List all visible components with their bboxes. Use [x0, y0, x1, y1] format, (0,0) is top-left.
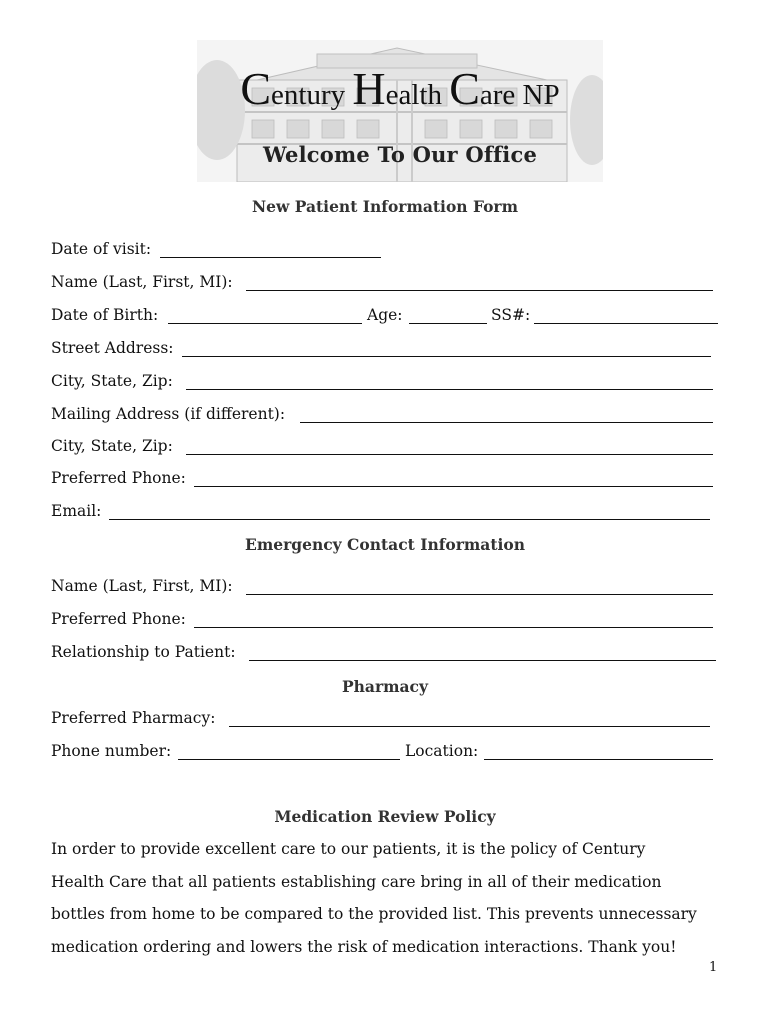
city2-row — [51, 437, 173, 455]
ec-phone-label: Preferred Phone: — [51, 610, 186, 628]
ec-phone-field[interactable] — [194, 627, 713, 628]
phone-field[interactable] — [194, 486, 713, 487]
pharmacy-phone-label: Phone number: — [51, 742, 172, 760]
brand-word-are-np: are NP — [479, 79, 560, 111]
emergency-heading: Emergency Contact Information — [245, 535, 525, 554]
pharmacy-phone-row — [51, 742, 171, 760]
age-field[interactable] — [409, 323, 487, 324]
city1-label: City, State, Zip: — [51, 372, 173, 390]
age-row — [367, 306, 403, 324]
brand-word-ealth: ealth — [385, 79, 450, 111]
ec-name-field[interactable] — [246, 594, 713, 595]
city2-field[interactable] — [186, 454, 713, 455]
ec-name-row — [51, 577, 233, 595]
pharmacy-location-label: Location: — [405, 742, 479, 760]
city1-row — [51, 372, 173, 390]
name-row — [51, 273, 233, 291]
pharmacy-heading: Pharmacy — [341, 677, 429, 696]
name-label: Name (Last, First, MI): — [51, 273, 233, 291]
pharmacy-row — [51, 709, 215, 727]
email-row — [51, 502, 101, 520]
city1-field[interactable] — [186, 389, 713, 390]
ec-relationship-row — [51, 643, 236, 661]
street-row — [51, 339, 174, 357]
name-field[interactable] — [246, 290, 713, 291]
brand-word-entury: entury — [271, 79, 353, 111]
policy-paragraph — [51, 833, 731, 964]
mailing-row — [51, 405, 285, 423]
phone-row — [51, 469, 186, 487]
date-of-visit-label: Date of visit: — [51, 240, 152, 258]
brand-letter-h: H — [352, 63, 386, 114]
policy-line-4: medication ordering and lowers the risk of medication interactions. Thank you! — [51, 938, 677, 957]
dob-row — [51, 306, 158, 324]
policy-line-2: Health Care that all patients establishing care bring in all of their medication — [51, 872, 662, 891]
ec-phone-row — [51, 610, 186, 628]
pharmacy-label: Preferred Pharmacy: — [51, 709, 216, 727]
mailing-field[interactable] — [300, 422, 713, 423]
email-field[interactable] — [109, 519, 710, 520]
header-banner — [197, 40, 603, 182]
pharmacy-location-field[interactable] — [484, 759, 713, 760]
brand-title — [197, 62, 603, 115]
brand-letter-c: C — [240, 63, 272, 114]
city2-label: City, State, Zip: — [51, 437, 173, 455]
ec-name-label: Name (Last, First, MI): — [51, 577, 233, 595]
pharmacy-location-row — [405, 742, 478, 760]
email-label: Email: — [51, 502, 102, 520]
date-of-visit-field[interactable] — [160, 257, 381, 258]
ssn-field[interactable] — [534, 323, 718, 324]
ssn-row — [491, 306, 530, 324]
page-number: 1 — [709, 960, 718, 975]
age-label: Age: — [367, 306, 403, 324]
ssn-label: SS#: — [491, 306, 531, 324]
street-field[interactable] — [182, 356, 711, 357]
street-label: Street Address: — [51, 339, 174, 357]
phone-label: Preferred Phone: — [51, 469, 186, 487]
pharmacy-field[interactable] — [229, 726, 710, 727]
brand-letter-c2: C — [449, 63, 480, 114]
ec-relationship-field[interactable] — [249, 660, 716, 661]
mailing-label: Mailing Address (if different): — [51, 405, 286, 423]
dob-field[interactable] — [168, 323, 362, 324]
pharmacy-phone-field[interactable] — [178, 759, 400, 760]
policy-line-3: bottles from home to be compared to the provided list. This prevents unnecessary — [51, 905, 697, 924]
date-of-visit-row — [51, 240, 151, 258]
policy-line-1: In order to provide excellent care to our patients, it is the policy of Century — [51, 840, 646, 858]
ec-relationship-label: Relationship to Patient: — [51, 643, 236, 661]
policy-heading: Medication Review Policy — [274, 807, 496, 826]
welcome-heading: Welcome To Our Office — [262, 142, 538, 167]
patient-info-heading: New Patient Information Form — [251, 197, 519, 216]
dob-label: Date of Birth: — [51, 306, 159, 324]
